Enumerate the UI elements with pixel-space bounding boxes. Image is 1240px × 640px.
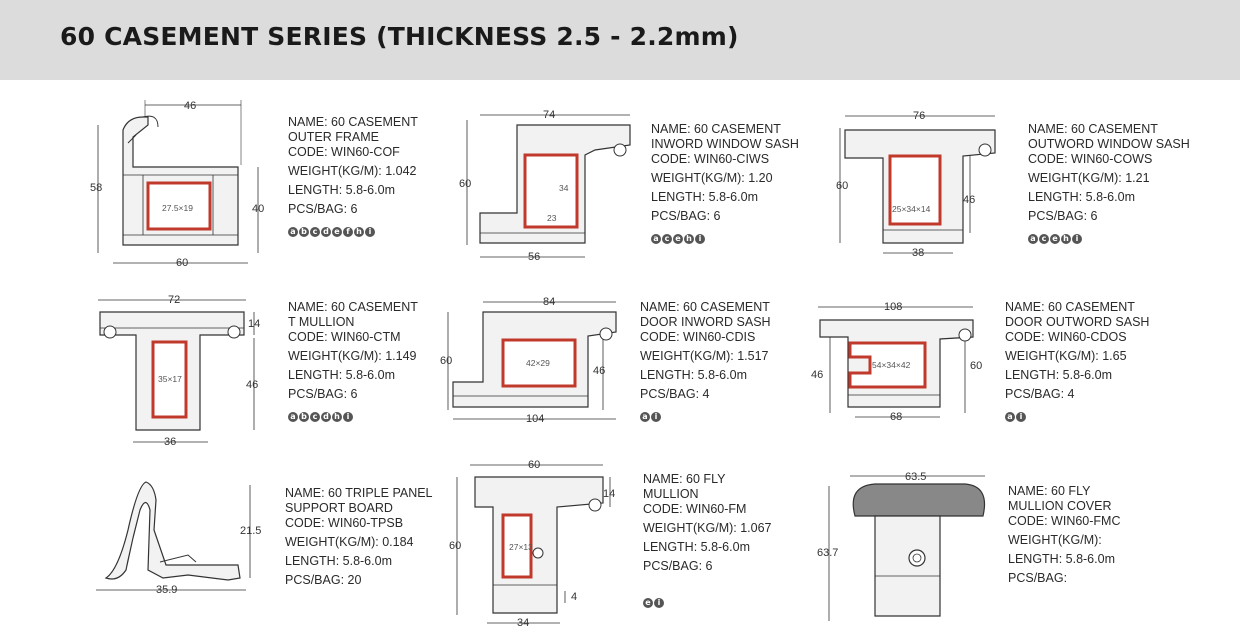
fmc-name-line-2: MULLION COVER (1008, 499, 1112, 513)
cof-pcs: PCS/BAG: 6 (288, 202, 358, 216)
cdis-pcs: PCS/BAG: 4 (640, 387, 710, 401)
ciws-length: LENGTH: 5.8-6.0m (651, 190, 758, 204)
badge-a: a (288, 227, 298, 237)
badge-b: b (299, 412, 309, 422)
page-title: 60 CASEMENT SERIES (THICKNESS 2.5 - 2.2mm) (60, 22, 739, 51)
cdis-name-line-2: DOOR INWORD SASH (640, 315, 771, 329)
cdos-weight: WEIGHT(KG/M): 1.65 (1005, 349, 1127, 363)
badge-e: e (332, 227, 342, 237)
badge-i: i (1072, 234, 1082, 244)
tpsb-name-line-1: NAME: 60 TRIPLE PANEL (285, 486, 433, 500)
cof-name-line-2: OUTER FRAME (288, 130, 379, 144)
cows-name-line-2: OUTWORD WINDOW SASH (1028, 137, 1190, 151)
fm-dim-width-bottom: 34 (517, 617, 530, 629)
cows-code: CODE: WIN60-COWS (1028, 152, 1153, 166)
fmc-specs (1008, 484, 1121, 586)
cdos-length: LENGTH: 5.8-6.0m (1005, 368, 1112, 382)
cows-dim-width-bottom: 38 (912, 247, 925, 259)
ctm-dim-height: 46 (246, 379, 259, 391)
cows-name-line-1: NAME: 60 CASEMENT (1028, 122, 1158, 136)
badge-e: e (1050, 234, 1060, 244)
ciws-dim-width-top: 74 (543, 109, 556, 121)
fmc-weight: WEIGHT(KG/M): (1008, 533, 1102, 547)
ciws-profile-drawing (455, 105, 635, 265)
cows-badges (1028, 234, 1190, 244)
badge-h: h (332, 412, 342, 422)
badge-a: a (288, 412, 298, 422)
fm-code: CODE: WIN60-FM (643, 502, 747, 516)
badge-i: i (695, 234, 705, 244)
cdis-specs (640, 300, 771, 422)
badge-i: i (654, 598, 664, 608)
cows-profile-drawing (835, 108, 1015, 268)
fmc-name-line-1: NAME: 60 FLY (1008, 484, 1091, 498)
ctm-code: CODE: WIN60-CTM (288, 330, 401, 344)
badge-f: f (343, 227, 353, 237)
fm-pcs: PCS/BAG: 6 (643, 559, 713, 573)
ciws-inner-dim-1: 34 (559, 183, 569, 193)
fm-inner-label: 27×13 (509, 542, 533, 552)
badge-e: e (673, 234, 683, 244)
cdos-badges (1005, 412, 1149, 422)
cof-weight: WEIGHT(KG/M): 1.042 (288, 164, 417, 178)
cdos-name-line-1: NAME: 60 CASEMENT (1005, 300, 1135, 314)
cows-length: LENGTH: 5.8-6.0m (1028, 190, 1135, 204)
cdis-dim-height: 60 (440, 355, 453, 367)
fmc-pcs: PCS/BAG: (1008, 571, 1068, 585)
badge-d: d (321, 227, 331, 237)
cof-dim-height: 58 (90, 182, 103, 194)
fm-dim-width-top: 60 (528, 459, 541, 471)
cof-length: LENGTH: 5.8-6.0m (288, 183, 395, 197)
ciws-badges (651, 234, 799, 244)
cof-inner-label: 27.5×19 (162, 203, 193, 213)
ciws-pcs: PCS/BAG: 6 (651, 209, 721, 223)
ciws-name-line-2: INWORD WINDOW SASH (651, 137, 799, 151)
cows-dim-height: 60 (836, 180, 849, 192)
fmc-profile-drawing (815, 466, 1000, 631)
cof-code: CODE: WIN60-COF (288, 145, 400, 159)
cdis-dim-height-right: 46 (593, 365, 606, 377)
cof-dim-width-top: 46 (184, 100, 197, 112)
ciws-dim-width-bottom: 56 (528, 251, 541, 263)
cdos-inner-label: 54×34×42 (872, 360, 911, 370)
badge-i: i (365, 227, 375, 237)
ctm-inner-label: 35×17 (158, 374, 182, 384)
cof-name-line-1: NAME: 60 CASEMENT (288, 115, 418, 129)
cows-specs (1028, 122, 1190, 244)
ctm-dim-width-top: 72 (168, 294, 181, 306)
cdos-name-line-2: DOOR OUTWORD SASH (1005, 315, 1150, 329)
tpsb-dim-width: 35.9 (156, 584, 178, 596)
badge-h: h (684, 234, 694, 244)
badge-d: d (321, 412, 331, 422)
tpsb-pcs: PCS/BAG: 20 (285, 573, 362, 587)
ctm-dim-width-bottom: 36 (164, 436, 177, 448)
cows-inner-label: 25×34×14 (892, 204, 931, 214)
cows-dim-width-top: 76 (913, 110, 926, 122)
badge-c: c (1039, 234, 1049, 244)
cdis-length: LENGTH: 5.8-6.0m (640, 368, 747, 382)
cdis-inner-label: 42×29 (526, 358, 550, 368)
badge-a: a (651, 234, 661, 244)
cdis-name-line-1: NAME: 60 CASEMENT (640, 300, 770, 314)
fm-dim-height: 60 (449, 540, 462, 552)
cdis-profile-drawing (438, 292, 628, 432)
tpsb-dim-height: 21.5 (240, 525, 262, 537)
fmc-code: CODE: WIN60-FMC (1008, 514, 1121, 528)
cows-pcs: PCS/BAG: 6 (1028, 209, 1098, 223)
ciws-dim-height: 60 (459, 178, 472, 190)
badge-h: h (354, 227, 364, 237)
fm-profile-drawing (445, 455, 625, 635)
cdos-pcs: PCS/BAG: 4 (1005, 387, 1075, 401)
cdis-badges (640, 412, 771, 422)
tpsb-code: CODE: WIN60-TPSB (285, 516, 404, 530)
cof-badges (288, 227, 418, 237)
tpsb-name-line-2: SUPPORT BOARD (285, 501, 393, 515)
cdis-weight: WEIGHT(KG/M): 1.517 (640, 349, 769, 363)
ctm-length: LENGTH: 5.8-6.0m (288, 368, 395, 382)
cdis-code: CODE: WIN60-CDIS (640, 330, 756, 344)
cdos-specs (1005, 300, 1149, 422)
fmc-dim-width: 63.5 (905, 471, 927, 483)
tpsb-weight: WEIGHT(KG/M): 0.184 (285, 535, 414, 549)
fm-badges (643, 598, 772, 608)
fm-length: LENGTH: 5.8-6.0m (643, 540, 750, 554)
badge-i: i (1016, 412, 1026, 422)
fmc-length: LENGTH: 5.8-6.0m (1008, 552, 1115, 566)
badge-e: e (643, 598, 653, 608)
ciws-code: CODE: WIN60-CIWS (651, 152, 770, 166)
fm-name-line-1: NAME: 60 FLY (643, 472, 726, 486)
cows-weight: WEIGHT(KG/M): 1.21 (1028, 171, 1150, 185)
ctm-dim-flange: 14 (248, 318, 261, 330)
cof-profile-drawing (88, 95, 268, 275)
cdos-dim-height-right: 60 (970, 360, 983, 372)
fm-specs (643, 472, 772, 608)
ciws-inner-dim-2: 23 (547, 213, 557, 223)
fm-name-line-2: MULLION (643, 487, 699, 501)
ctm-badges (288, 412, 418, 422)
fmc-dim-height: 63.7 (817, 547, 839, 559)
cof-dim-width-bottom: 60 (176, 257, 189, 269)
cdis-dim-width-top: 84 (543, 296, 556, 308)
ctm-profile-drawing (88, 290, 268, 450)
badge-i: i (651, 412, 661, 422)
cdos-dim-width-bottom: 68 (890, 411, 903, 423)
badge-c: c (662, 234, 672, 244)
fm-weight: WEIGHT(KG/M): 1.067 (643, 521, 772, 535)
ctm-specs (288, 300, 418, 422)
badge-a: a (1028, 234, 1038, 244)
badge-a: a (640, 412, 650, 422)
ciws-weight: WEIGHT(KG/M): 1.20 (651, 171, 773, 185)
badge-c: c (310, 412, 320, 422)
fm-dim-flange: 14 (603, 488, 616, 500)
page-header (0, 0, 1240, 80)
tpsb-specs (285, 486, 433, 588)
badge-i: i (343, 412, 353, 422)
ctm-pcs: PCS/BAG: 6 (288, 387, 358, 401)
fm-dim-small: 4 (571, 591, 578, 603)
badge-b: b (299, 227, 309, 237)
ctm-name-line-1: NAME: 60 CASEMENT (288, 300, 418, 314)
cdis-dim-width-bottom: 104 (526, 413, 545, 425)
cof-dim-height-right: 40 (252, 203, 265, 215)
ciws-name-line-1: NAME: 60 CASEMENT (651, 122, 781, 136)
cof-specs (288, 115, 418, 237)
badge-c: c (310, 227, 320, 237)
badge-a: a (1005, 412, 1015, 422)
cdos-code: CODE: WIN60-CDOS (1005, 330, 1127, 344)
tpsb-profile-drawing (88, 470, 268, 605)
cdos-dim-height-left: 46 (811, 369, 824, 381)
badge-h: h (1061, 234, 1071, 244)
cdos-profile-drawing (810, 295, 995, 430)
ctm-name-line-2: T MULLION (288, 315, 355, 329)
tpsb-length: LENGTH: 5.8-6.0m (285, 554, 392, 568)
ciws-specs (651, 122, 799, 244)
ctm-weight: WEIGHT(KG/M): 1.149 (288, 349, 417, 363)
cdos-dim-width-top: 108 (884, 301, 903, 313)
cows-dim-height-right: 46 (963, 194, 976, 206)
